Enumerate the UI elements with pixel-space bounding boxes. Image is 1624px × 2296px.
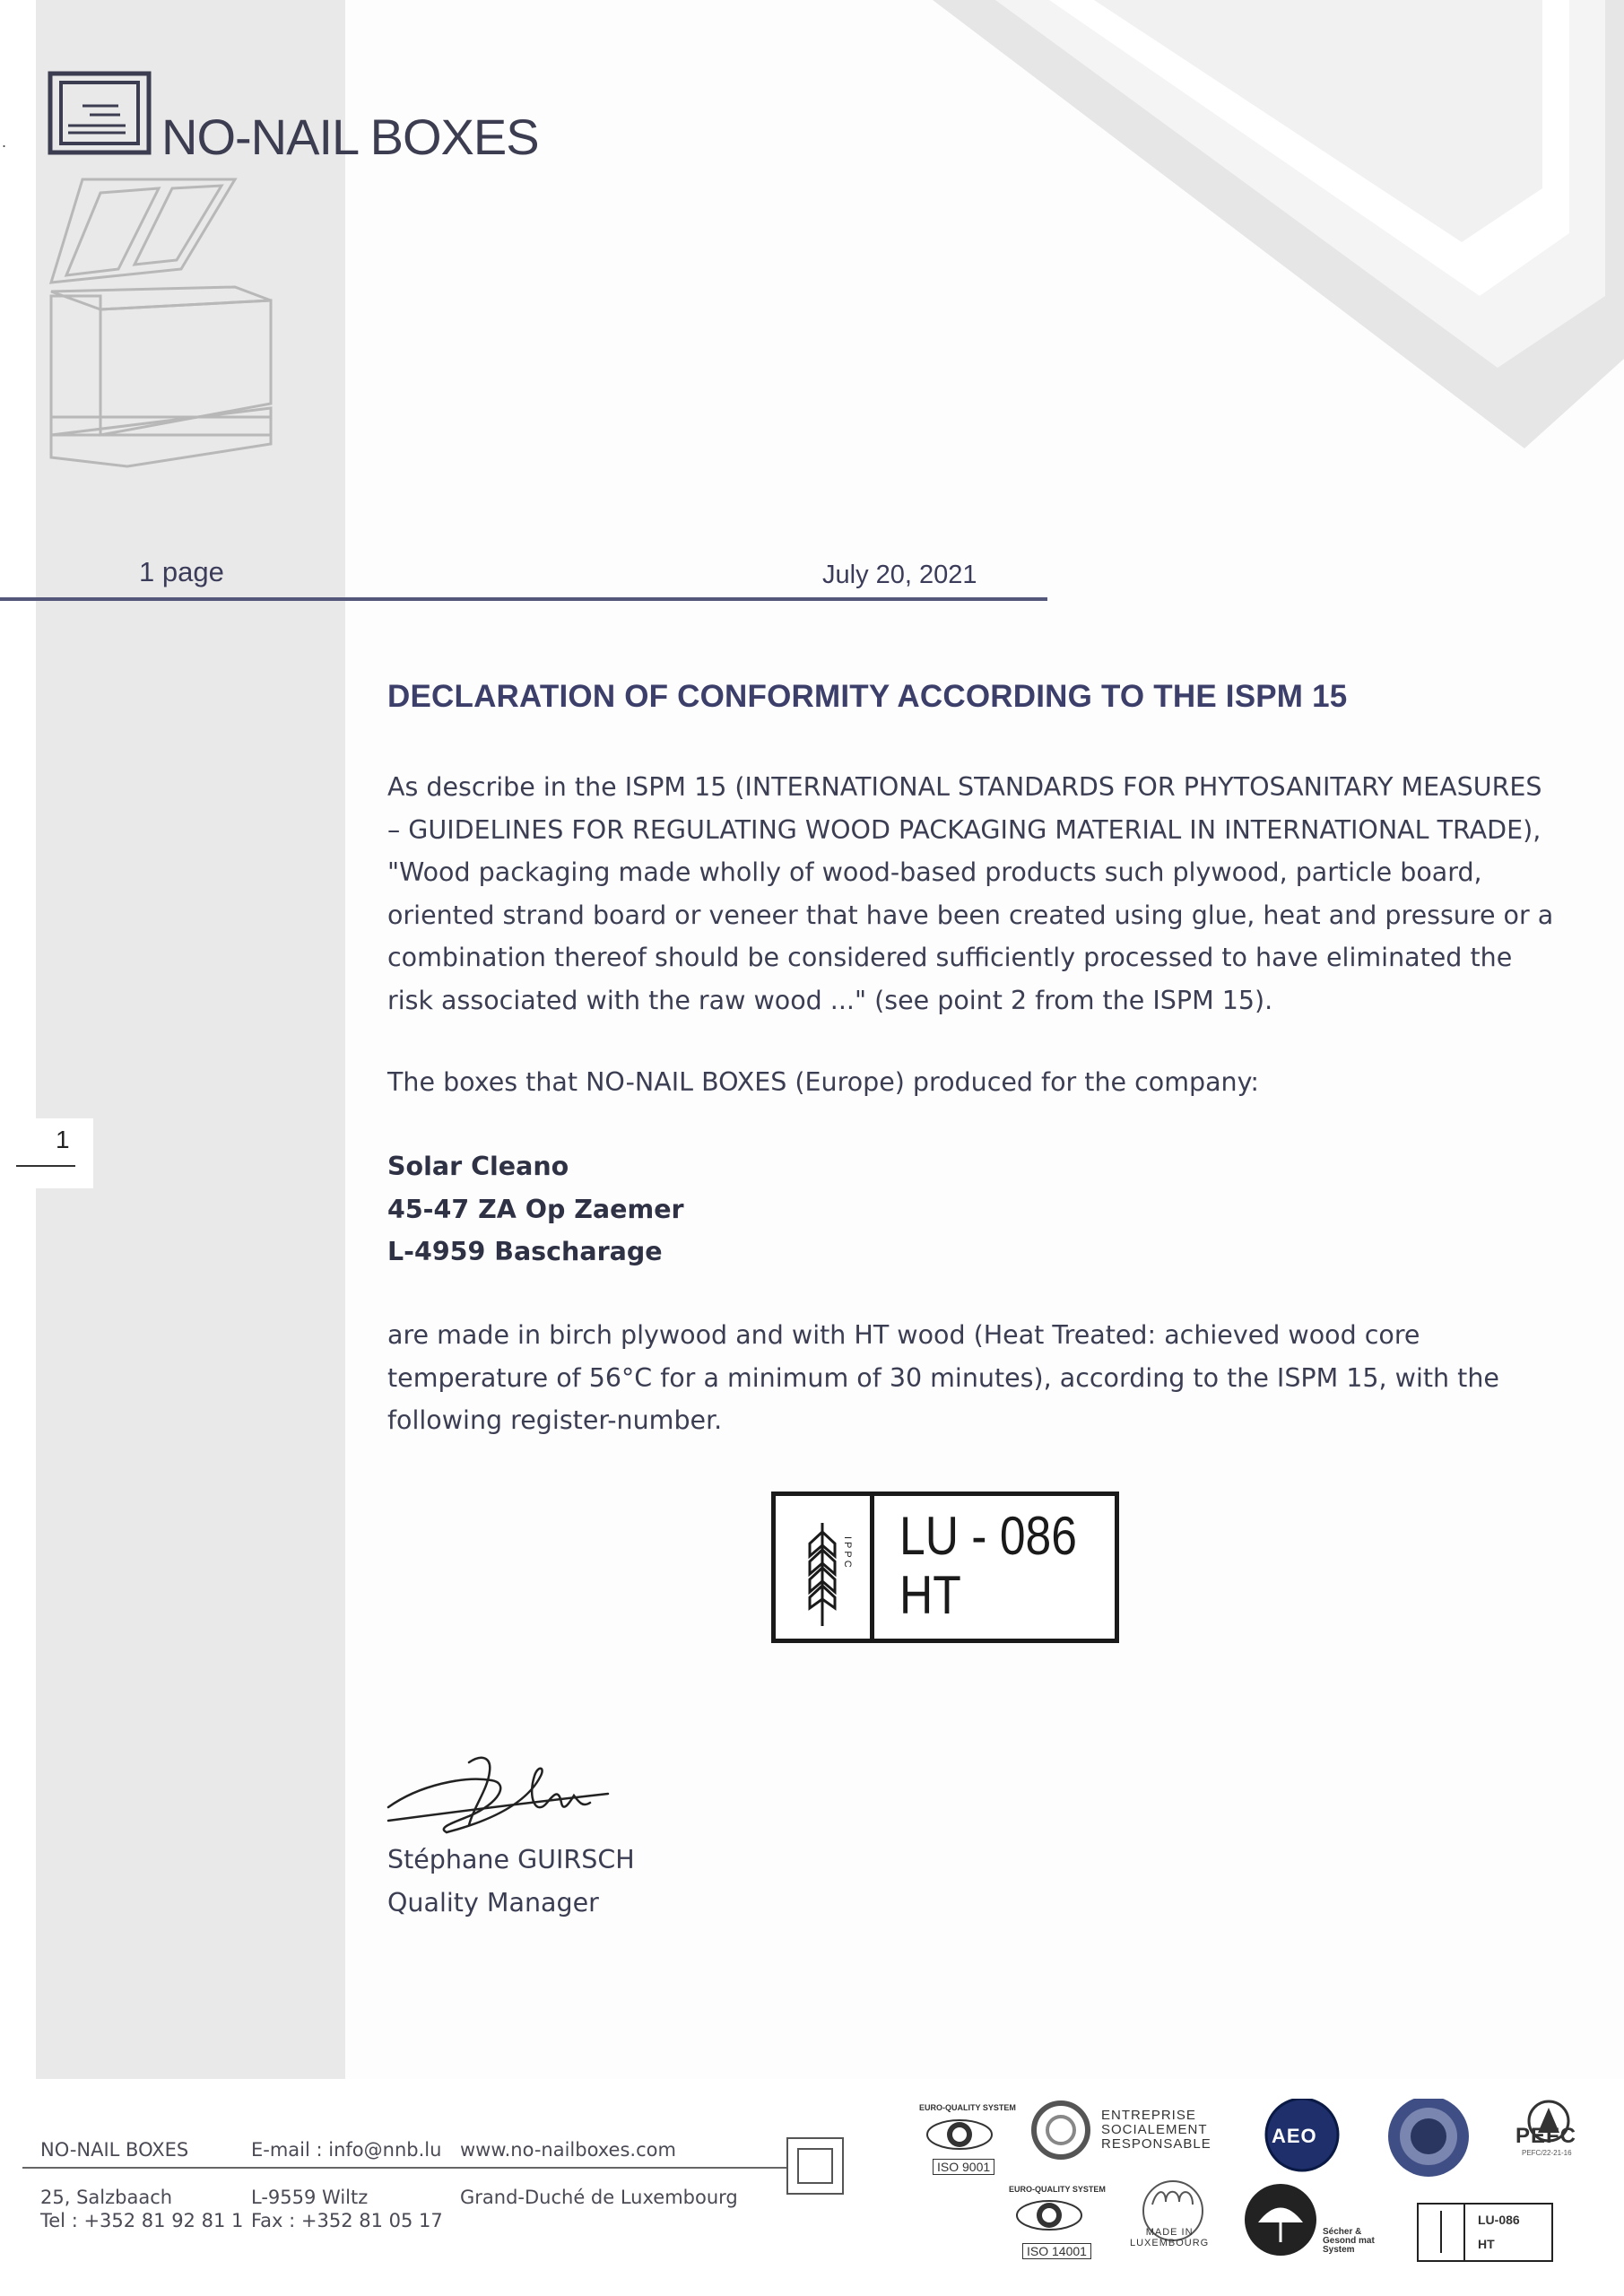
made-in-luxembourg-label	[1130, 2227, 1209, 2248]
footer-website: www.no-nailboxes.com	[460, 2139, 676, 2161]
footer-email: E-mail : info@nnb.lu	[251, 2139, 442, 2161]
iso9001-globe-icon	[927, 2120, 992, 2149]
esr-line: RESPONSABLE	[1101, 2136, 1211, 2152]
company-address	[387, 1145, 1544, 1274]
iso14001-globe-icon	[1017, 2201, 1081, 2230]
ht-line: temperature of 56°C for a minimum of 30 minutes), according to the ISPM 15, with the	[387, 1362, 1499, 1393]
ippc-letters: IPPC	[842, 1536, 853, 1570]
esr-label	[1101, 2109, 1211, 2152]
boxes-intro: The boxes that NO-NAIL BOXES (Europe) produced for the company:	[387, 1067, 1260, 1097]
ispm-line: risk associated with the raw wood ..." (see point 2 from the ISPM 15).	[387, 985, 1273, 1015]
ht-paragraph	[387, 1314, 1544, 1442]
signature	[384, 1740, 617, 1848]
sgs-line: Gesond mat	[1323, 2236, 1375, 2246]
mil-line: MADE IN	[1145, 2227, 1194, 2238]
iso14001-label: ISO 14001	[1022, 2243, 1091, 2259]
declaration-title: DECLARATION OF CONFORMITY ACCORDING TO THE ISPM 15	[387, 679, 1348, 714]
brand-logo-icon	[47, 70, 161, 160]
brand-name: NO-NAIL BOXES	[161, 109, 539, 165]
signatory-name: Stéphane GUIRSCH	[387, 1845, 635, 1874]
signatory-role: Quality Manager	[387, 1887, 599, 1918]
esr-line: SOCIALEMENT	[1101, 2122, 1208, 2137]
ispm-line: combination thereof should be considered sufficiently processed to have eliminated the	[387, 943, 1513, 972]
ht-line: following register-number.	[387, 1405, 723, 1435]
ispm-paragraph	[387, 766, 1554, 1022]
esr-logo-icon	[1034, 2103, 1088, 2157]
esr-line: ENTREPRISE	[1101, 2108, 1196, 2123]
box-illustration-icon	[47, 175, 280, 471]
ippc-register: LU - 086	[899, 1506, 1077, 1566]
sgs-umbrella-icon	[1245, 2184, 1316, 2256]
ht-label: HT	[1478, 2237, 1495, 2251]
ispm-line: oriented strand board or veneer that have been created using glue, heat and pressure or a	[387, 900, 1554, 930]
sgs-label	[1323, 2228, 1375, 2255]
footer-tel: Tel : +352 81 92 81 1	[40, 2210, 244, 2231]
aeo-label: AEO	[1272, 2125, 1317, 2147]
footer-square-inner	[797, 2148, 833, 2184]
ispm-line: "Wood packaging made wholly of wood-based products such plywood, particle board,	[387, 857, 1482, 887]
margin-page-number: 1	[56, 1126, 70, 1153]
footer-street: 25, Salzbaach	[40, 2187, 173, 2208]
pefc-label: PEFC	[1515, 2124, 1577, 2148]
eqs-caption-1: EURO-QUALITY SYSTEM	[919, 2103, 1016, 2112]
ht-line: are made in birch plywood and with HT wood (Heat Treated: achieved wood core	[387, 1320, 1420, 1350]
footer-company: NO-NAIL BOXES	[40, 2139, 189, 2161]
iso9001-label: ISO 9001	[933, 2159, 994, 2175]
mil-line: LUXEMBOURG	[1130, 2238, 1210, 2248]
eqs-caption-2: EURO-QUALITY SYSTEM	[1009, 2185, 1106, 2194]
footer-rule	[22, 2167, 786, 2169]
footer-fax: Fax : +352 81 05 17	[251, 2210, 443, 2231]
margin-page-line	[16, 1165, 75, 1167]
header-rule	[0, 597, 1047, 601]
ispm-line: As describe in the ISPM 15 (INTERNATIONAL STANDARDS FOR PHYTOSANITARY MEASURES	[387, 772, 1542, 802]
ht-register-label: LU-086	[1478, 2213, 1520, 2227]
document-date: July 20, 2021	[822, 561, 977, 589]
sgs-line: Sécher &	[1323, 2227, 1362, 2237]
sgs-line: System	[1323, 2245, 1355, 2255]
stray-mark: .	[2, 133, 7, 151]
page-count: 1 page	[139, 556, 224, 587]
round-seal-icon	[1388, 2099, 1469, 2177]
ippc-mark-divider	[870, 1493, 874, 1641]
ippc-treatment: HT	[899, 1565, 961, 1625]
footer-city: L-9559 Wiltz	[251, 2187, 369, 2208]
footer-country: Grand-Duché de Luxembourg	[460, 2187, 738, 2208]
pefc-code: PEFC/22-21-16	[1522, 2149, 1572, 2157]
signatory	[387, 1839, 635, 1924]
company-street: 45-47 ZA Op Zaemer	[387, 1194, 684, 1224]
company-city: L-4959 Bascharage	[387, 1237, 663, 1266]
company-name: Solar Cleano	[387, 1152, 569, 1181]
ispm-line: – GUIDELINES FOR REGULATING WOOD PACKAGING MATERIAL IN INTERNATIONAL TRADE),	[387, 814, 1541, 845]
wheat-icon	[803, 1509, 856, 1635]
